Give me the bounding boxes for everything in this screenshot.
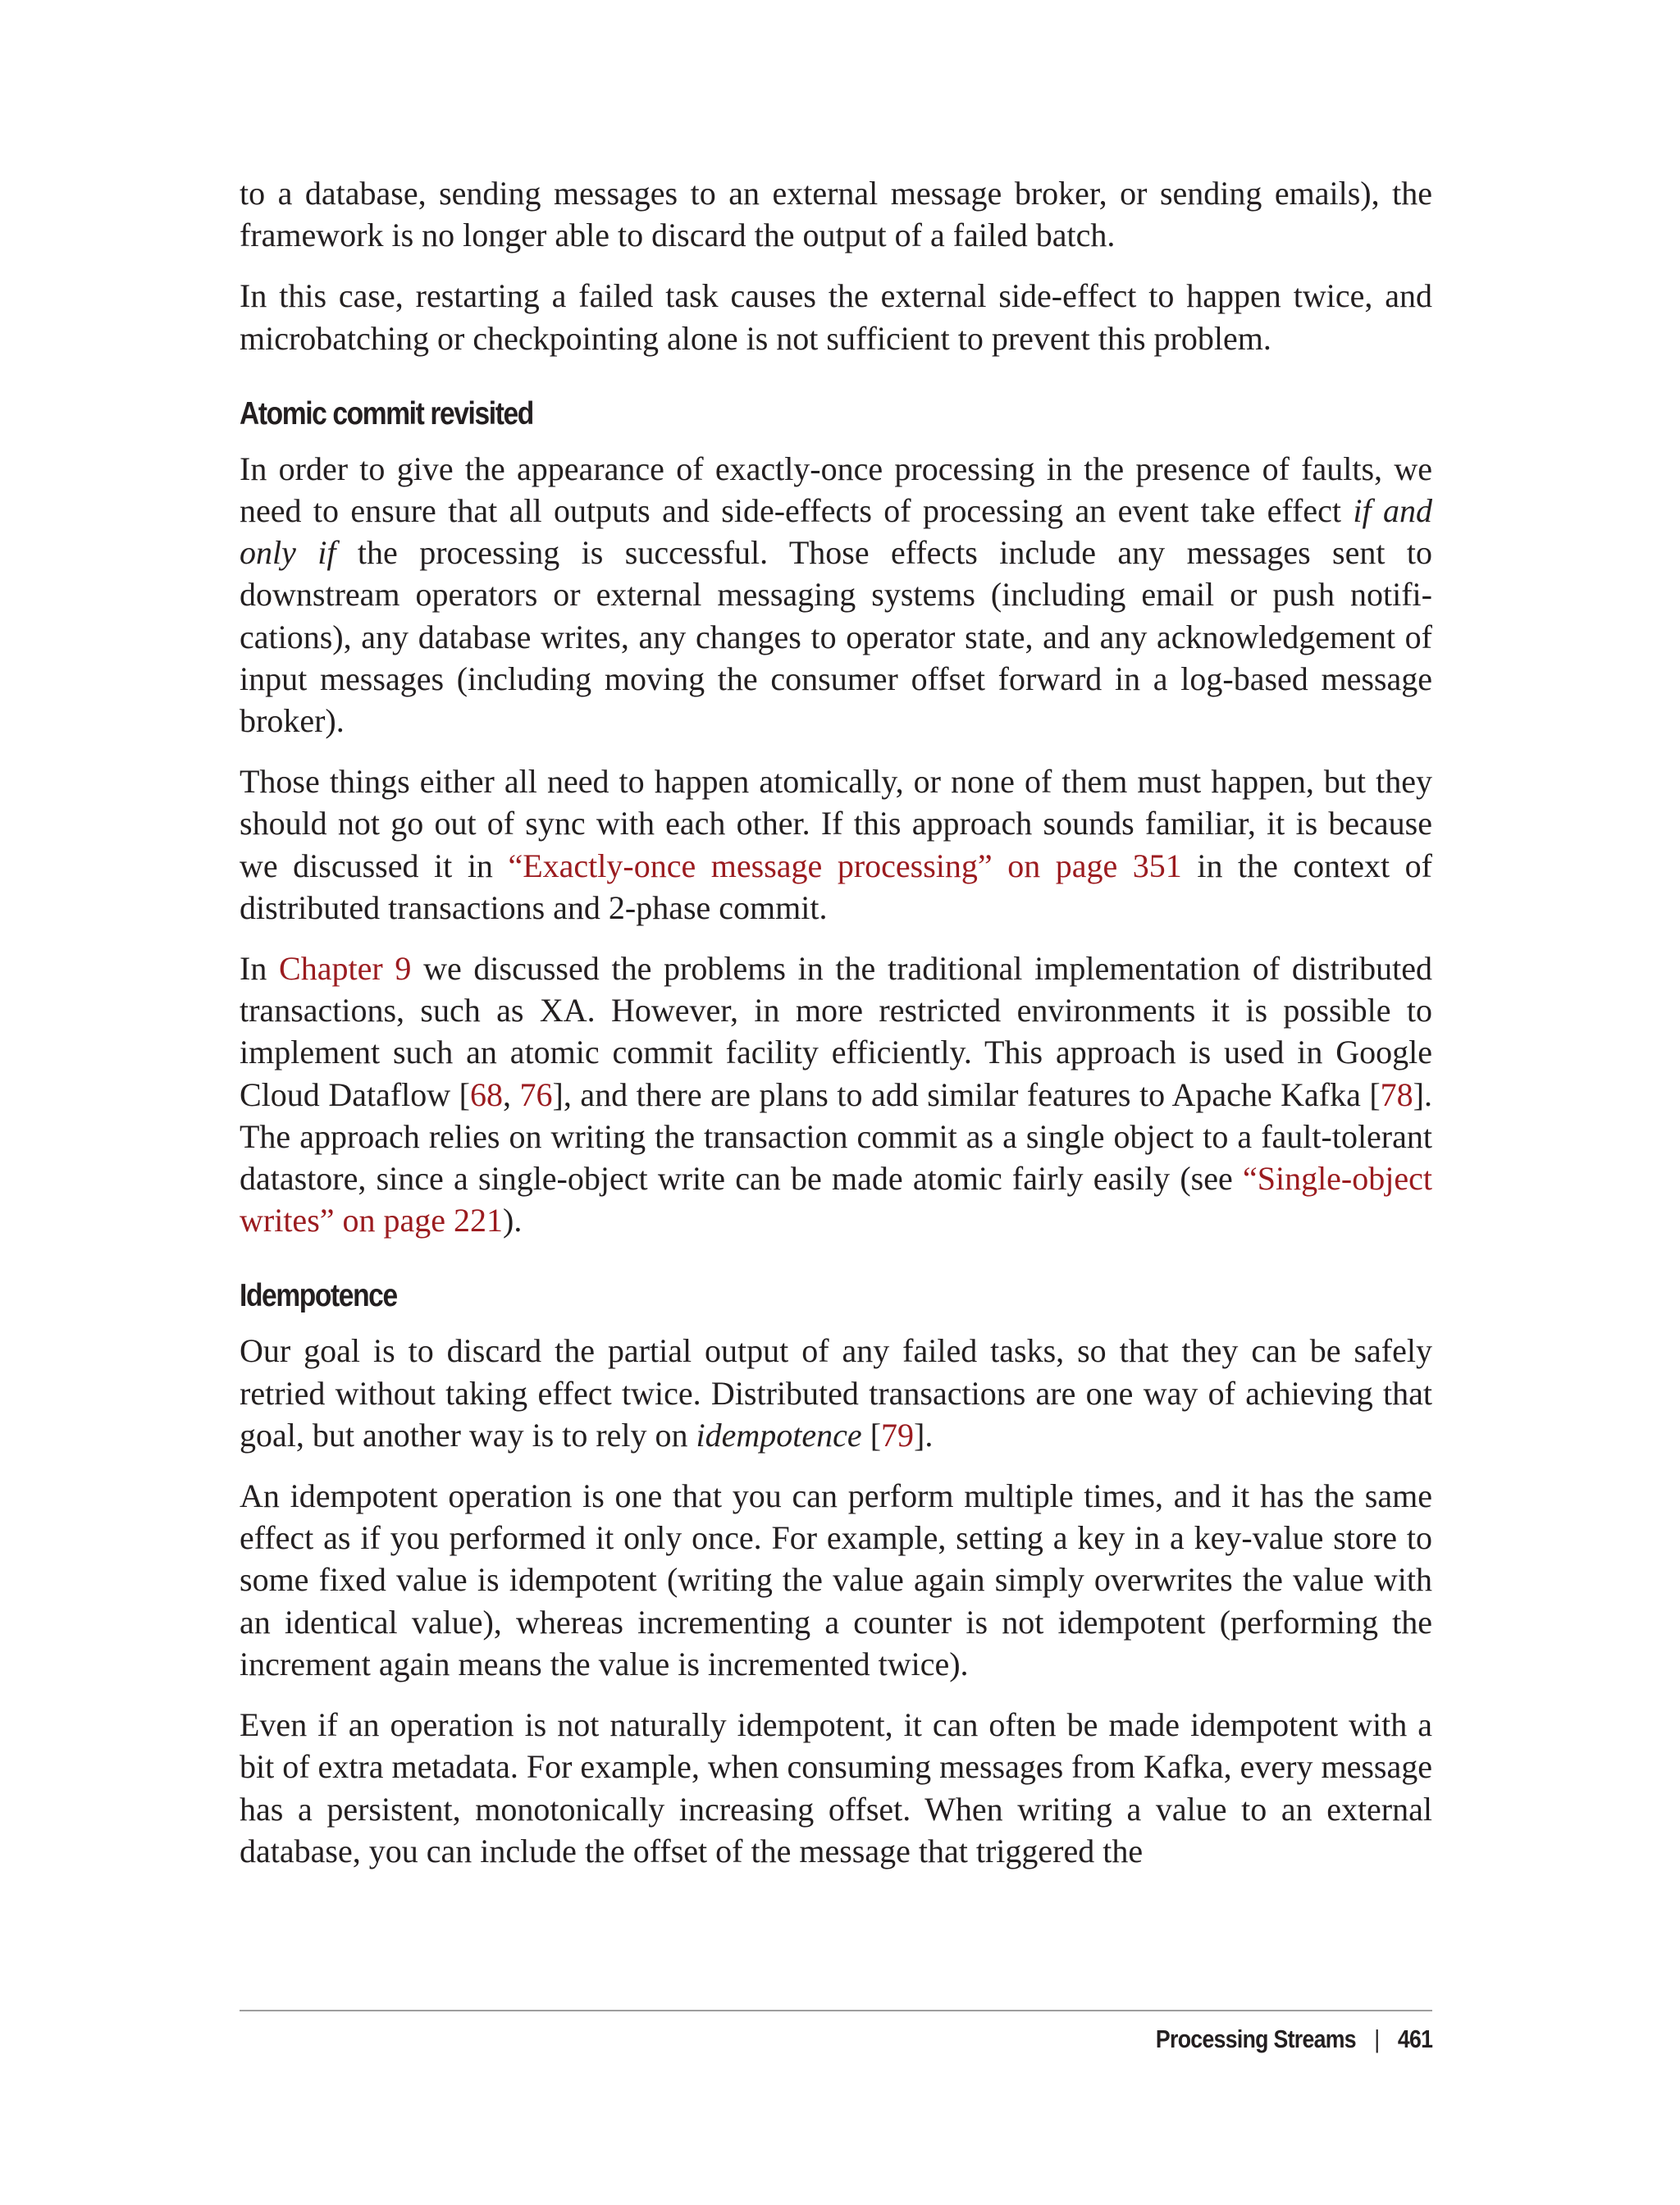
link-ref-79[interactable]: 79 (881, 1416, 915, 1454)
link-ref-68[interactable]: 68 (469, 1075, 503, 1113)
heading-idempotence: Idempotence (240, 1278, 397, 1314)
p5-text-c: , (502, 1075, 520, 1113)
paragraph-3 (240, 448, 1432, 742)
footer-separator: | (1373, 2025, 1380, 2053)
p4-text-b: in the context of distributed transactions and 2-phase commit. (240, 847, 1433, 926)
p6-text-b: [ (861, 1416, 882, 1454)
paragraph-6 (240, 1330, 1432, 1456)
page-footer (240, 2023, 1432, 2056)
paragraph-8: Even if an operation is not naturally idempotent, it can often be made idempotent with a bit of extra metadata. For example, when consuming messages from Kafka, every message has a persistent, monotonically increasing offset. When writing a value to an external database, you can include the offset of the message that triggered the (240, 1706, 1432, 1869)
p3-text-a: In order to give the appearance of exactly-once processing in the presence of faults, we need to ensure that all outputs and side-effects of processing an event take effect (240, 450, 1432, 530)
link-single-object-writes[interactable]: “Single-object writes” on page 221 (240, 1160, 1432, 1239)
paragraph-7: An idempotent operation is one that you can perform multiple times, and it has the same effect as if you performed it only once. For example, setting a key in a key-value store to some fixed value is idempotent (writing the value again simply overwrites the value with an identical value), whereas incrementing a counter is not idempotent (performing the increment again means the value is incremented twice). (240, 1477, 1432, 1682)
p3-text-b: the processing is successful. Those effects include any messages sent to downstream operators or external messaging systems (including email or push notifications), any database writes, any changes to operator state, and any acknowledgement of input messages (including moving the consumer offset forward in a log-based message broker). (240, 534, 1433, 740)
link-ref-76[interactable]: 76 (519, 1075, 553, 1113)
footer-inner (1156, 2023, 1432, 2056)
p5-text-b: we discussed the problems in the traditional implementation of distributed transactions, such as XA. However, in more restricted environments it is possible to implement such an atomic commit facility efficiently. This approach is used in Google Cloud Dataflow [ (240, 950, 1432, 1113)
p5-text-f: ). (503, 1202, 523, 1239)
link-ref-78[interactable]: 78 (1380, 1075, 1413, 1113)
paragraph-2: In this case, restarting a failed task causes the external side-effect to happen twice, and microbatching or checkpointing alone is not sufficient to prevent this problem. (240, 277, 1432, 357)
paragraph-4 (240, 760, 1432, 929)
footer-rule (240, 2010, 1432, 2011)
heading-atomic-commit-revisited: Atomic commit revisited (240, 395, 533, 431)
p4-text-a: Those things either all need to happen atomically, or none of them must happen, but they should not go out of sync with each other. If this approach sounds familiar, it is because we discussed it in (240, 763, 1432, 884)
p5-text-d: ], and there are plans to add similar features to Apache Kafka [ (552, 1075, 1381, 1113)
p3-emphasis: if and only if (240, 492, 1432, 572)
p5-text-a: In (240, 950, 280, 988)
page-body (240, 172, 1432, 1872)
p6-text-c: ]. (914, 1416, 934, 1454)
page-number: 461 (1397, 2025, 1432, 2053)
link-exactly-once-message-processing[interactable]: “Exactly-once message processing” on page 351 (508, 847, 1182, 884)
p6-emphasis: idempotence (696, 1416, 862, 1454)
footer-section-title: Processing Streams (1155, 2025, 1356, 2053)
link-chapter-9[interactable]: Chapter 9 (279, 950, 412, 988)
paragraph-5 (240, 947, 1432, 1241)
paragraph-1: to a database, sending messages to an external message broker, or sending emails), the framework is no longer able to discard the output of a failed batch. (240, 175, 1432, 254)
p6-text-a: Our goal is to discard the partial output of any failed tasks, so that they can be safely retried without taking effect twice. Distributed transactions are one way of achieving that goal, but another way is to rely on (240, 1332, 1432, 1454)
p5-text-e: ]. The approach relies on writing the transaction commit as a single object to a fault-tolerant datastore, since a single-object write can be made atomic fairly easily (see (240, 1075, 1432, 1198)
